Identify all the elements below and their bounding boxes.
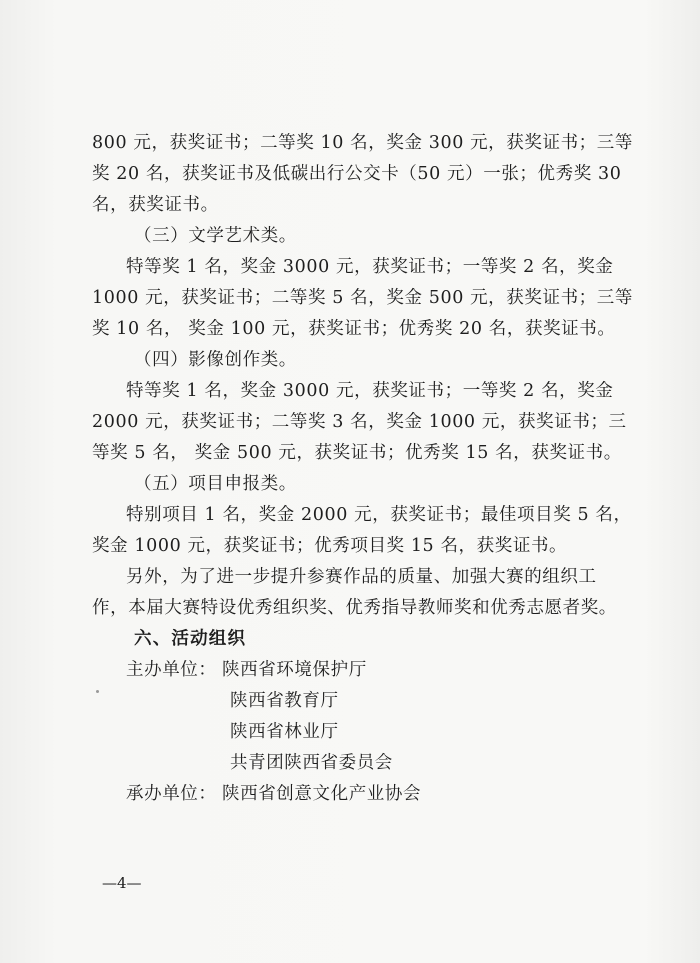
section-3-title: （三）文学艺术类。 [134,226,297,246]
document-body [92,128,633,810]
host-label: 主办单位： [126,660,217,680]
text-line: 奖金 1000 元，获奖证书；优秀项目奖 15 名，获奖证书。 [92,536,568,556]
host-unit: 陕西省教育厅 [230,691,339,711]
host-row [92,655,612,686]
page-number: —4— [102,874,142,892]
text-line: 另外，为了进一步提升参赛作品的质量、加强大赛的组织工 [126,567,597,587]
organizer-row [92,779,612,810]
text-line: 特别项目 1 名，奖金 2000 元，获奖证书；最佳项目奖 5 名， [126,505,632,525]
text-line: 奖 10 名， 奖金 100 元，获奖证书；优秀奖 20 名，获奖证书。 [92,319,616,339]
text-line: 2000 元，获奖证书；二等奖 3 名，奖金 1000 元，获奖证书；三 [92,412,627,432]
text-line: 作，本届大赛特设优秀组织奖、优秀指导教师奖和优秀志愿者奖。 [92,598,617,618]
section-6-heading: 六、活动组织 [134,629,247,649]
text-line: 等奖 5 名， 奖金 500 元，获奖证书；优秀奖 15 名，获奖证书。 [92,443,622,463]
text-line: 特等奖 1 名，奖金 3000 元，获奖证书；一等奖 2 名，奖金 [126,381,614,401]
text-line: 800 元，获奖证书；二等奖 10 名，奖金 300 元，获奖证书；三等 [92,133,633,153]
host-unit: 陕西省环境保护厅 [222,660,367,680]
text-line: 1000 元，获奖证书；二等奖 5 名，奖金 500 元，获奖证书；三等 [92,288,633,308]
section-5-title: （五）项目申报类。 [134,474,297,494]
host-unit: 共青团陕西省委员会 [230,753,393,773]
organizer-label: 承办单位： [126,784,217,804]
organizer-unit: 陕西省创意文化产业协会 [222,784,422,804]
section-4-title: （四）影像创作类。 [134,350,297,370]
scan-speck [96,690,99,693]
text-line: 奖 20 名，获奖证书及低碳出行公交卡（50 元）一张；优秀奖 30 [92,164,622,184]
host-unit: 陕西省林业厅 [230,722,339,742]
text-line: 特等奖 1 名，奖金 3000 元，获奖证书；一等奖 2 名，奖金 [126,257,614,277]
text-line: 名，获奖证书。 [92,195,219,215]
